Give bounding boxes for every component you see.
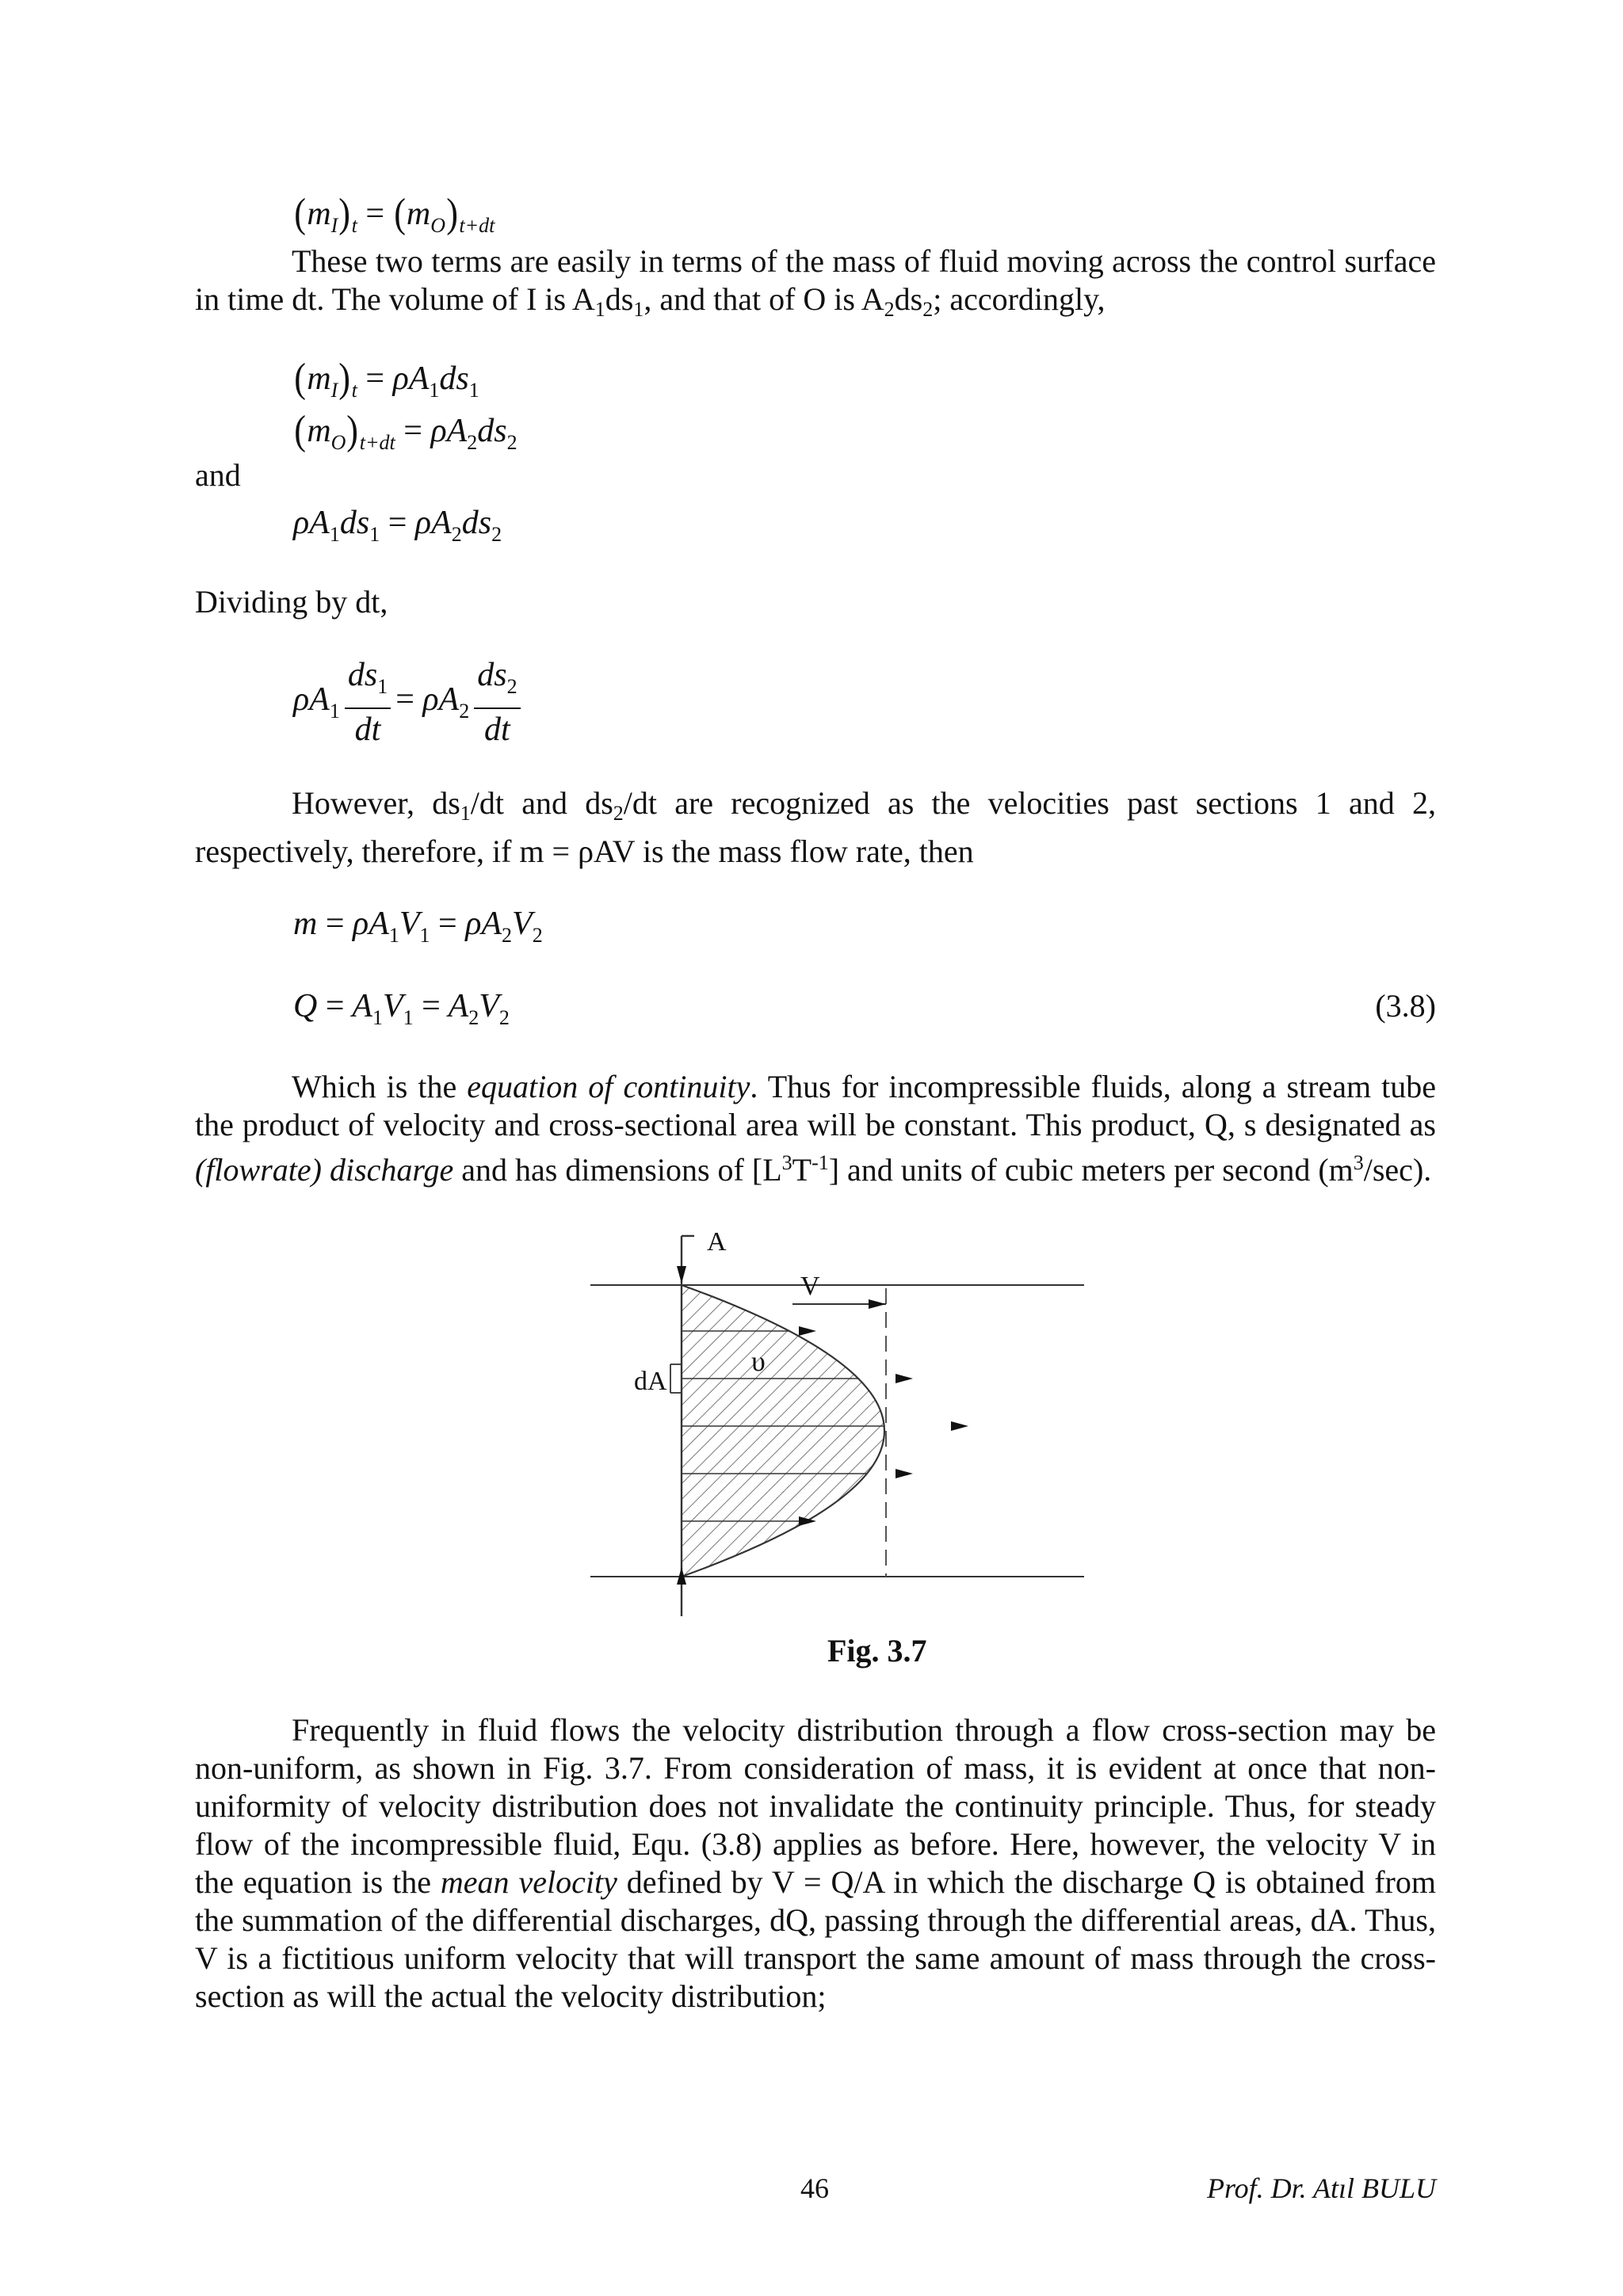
figure-label-da: dA — [634, 1367, 667, 1396]
and-label: and — [195, 457, 241, 493]
paragraph-velocities: However, $ds_1/dt$ and $ds_2/dt$ are recognized as the velocities past sections 1 and 2, respectively, therefore, if m = ρAV is the mass flow rate, then — [195, 785, 1436, 869]
page-number: 46 — [800, 2172, 829, 2204]
figure-label-local-velocity: υ — [751, 1345, 766, 1377]
equation-mass-out: $(m_O)_{t+dt} = \rho A_2ds_2$ — [294, 408, 517, 454]
paragraph-nonuniform-velocity: Frequently in fluid flows the velocity distribution through a flow cross-section may be non-uniform, as shown in Fig. 3.7. From consideration of mass, it is evident at once that non-uniformity of velocity distribution does not invalidate the continuity principle. Thus, for steady flow of the incompressible fluid, Equ. (3.8) applies as before. Here, however, the velocity V in the equation is the mean velocity defined by V = Q/A in which the discharge Q is obtained from the summation of the differential discharges, dQ, passing through the differential areas, dA. Thus, V is a fictitious uniform velocity that will transport the same amount of mass through the cross-section as will the actual the velocity distribution; — [195, 1712, 1436, 2014]
equation-continuity: $Q = A_1V_1 = A_2V_2$ — [293, 988, 510, 1029]
equation-mass-flow-rate: $m = \rho A_1V_1 = \rho A_2V_2$ — [293, 906, 543, 947]
paragraph-control-surface: These two terms are easily in terms of the mass of fluid moving across the control surface in time dt. The volume of I is $A_1ds_1$, and that of O is $A_2ds_2$; accordingly, — [195, 243, 1436, 321]
equation-number: (3.8) — [1375, 988, 1436, 1024]
equation-mass-equality: $\rho A_1ds_1 = \rho A_2ds_2$ — [293, 505, 502, 546]
mean-velocity-arrowhead — [869, 1299, 886, 1309]
equation-mass-balance: $(m_I)_t = (m_O)_{t+dt}$ — [294, 191, 495, 237]
figure-label-a: A — [707, 1227, 727, 1257]
figure-label-v: V — [800, 1272, 820, 1301]
dividing-label: Dividing by dt, — [195, 584, 388, 620]
footer-author: Prof. Dr. Atıl BULU — [1206, 2172, 1436, 2204]
figure-caption: Fig. 3.7 — [827, 1633, 927, 1669]
velocity-profile-hatch — [682, 1285, 884, 1577]
equation-mass-in: $(m_I)_t = \rho A_1ds_1$ — [294, 356, 479, 402]
equation-divided-by-dt: $\rho A_1$ $\frac{ds_1}{dt}$ = $\rho A_2$ $\frac{ds_2}{dt}$ — [293, 658, 525, 747]
paragraph-continuity: Which is the equation of continuity. Thus for incompressible fluids, along a stream tube the product of velocity and cross-sectional area will be constant. This product, Q, s designated as (flowrate) discharge and has dimensions of $[L^3T^{-1}]$ and units of cubic meters per second $(m^3/\sec)$. — [195, 1069, 1436, 1188]
section-a-top-arrow — [677, 1266, 686, 1283]
